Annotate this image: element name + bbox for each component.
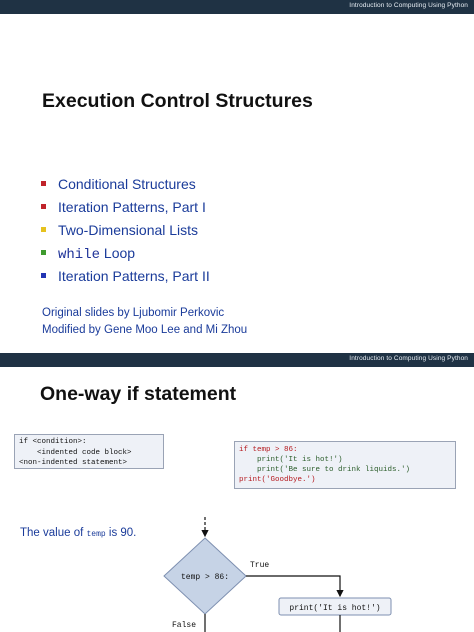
bullet-list [41,174,210,289]
slide-2 [0,353,474,632]
action-text: print('It is hot!') [289,604,381,613]
code-line: print('Goodbye.') [239,476,316,484]
credit-line-modified: Modified by Gene Moo Lee and Mi Zhou [42,324,248,336]
bullet-item: Iteration Patterns, Part II [41,266,210,289]
bullet-marker [41,181,46,186]
code-line: print('It is hot!') [239,456,343,464]
template-code-box [14,434,164,469]
bullet-item: Two-Dimensional Lists [41,220,210,243]
bullet-marker [41,273,46,278]
header-bar [0,0,474,14]
code-line: <non-indented statement> [19,459,128,467]
bullet-item: Conditional Structures [41,174,210,197]
credit-line-original: Original slides by Ljubomir Perkovic [42,307,225,319]
code-line: <indented code block> [19,448,132,457]
bullet-marker [41,250,46,255]
condition-text: temp > 86: [180,573,230,582]
flowchart [0,503,474,632]
false-label: False [172,621,197,630]
example-code-box [234,441,456,489]
code-line: print('Be sure to drink liquids.') [239,466,411,474]
true-label: True [250,561,270,570]
code-line: if <condition>: [19,438,87,446]
bullet-marker [41,204,46,209]
credits-block [42,305,247,339]
slide-title: Execution Control Structures [42,90,313,112]
true-arrow [246,576,340,596]
header-text: Introduction to Computing Using Python [349,355,468,362]
value-statement: The value of temp is 90. [20,527,137,539]
code-line: if temp > 86: [239,446,298,454]
slide-title: One-way if statement [40,383,237,405]
bullet-item: Iteration Patterns, Part I [41,197,210,220]
bullet-item: while Loop [41,243,210,266]
temp-variable: temp [86,530,106,539]
bullet-marker [41,227,46,232]
header-text: Introduction to Computing Using Python [349,2,468,9]
header-bar [0,353,474,367]
